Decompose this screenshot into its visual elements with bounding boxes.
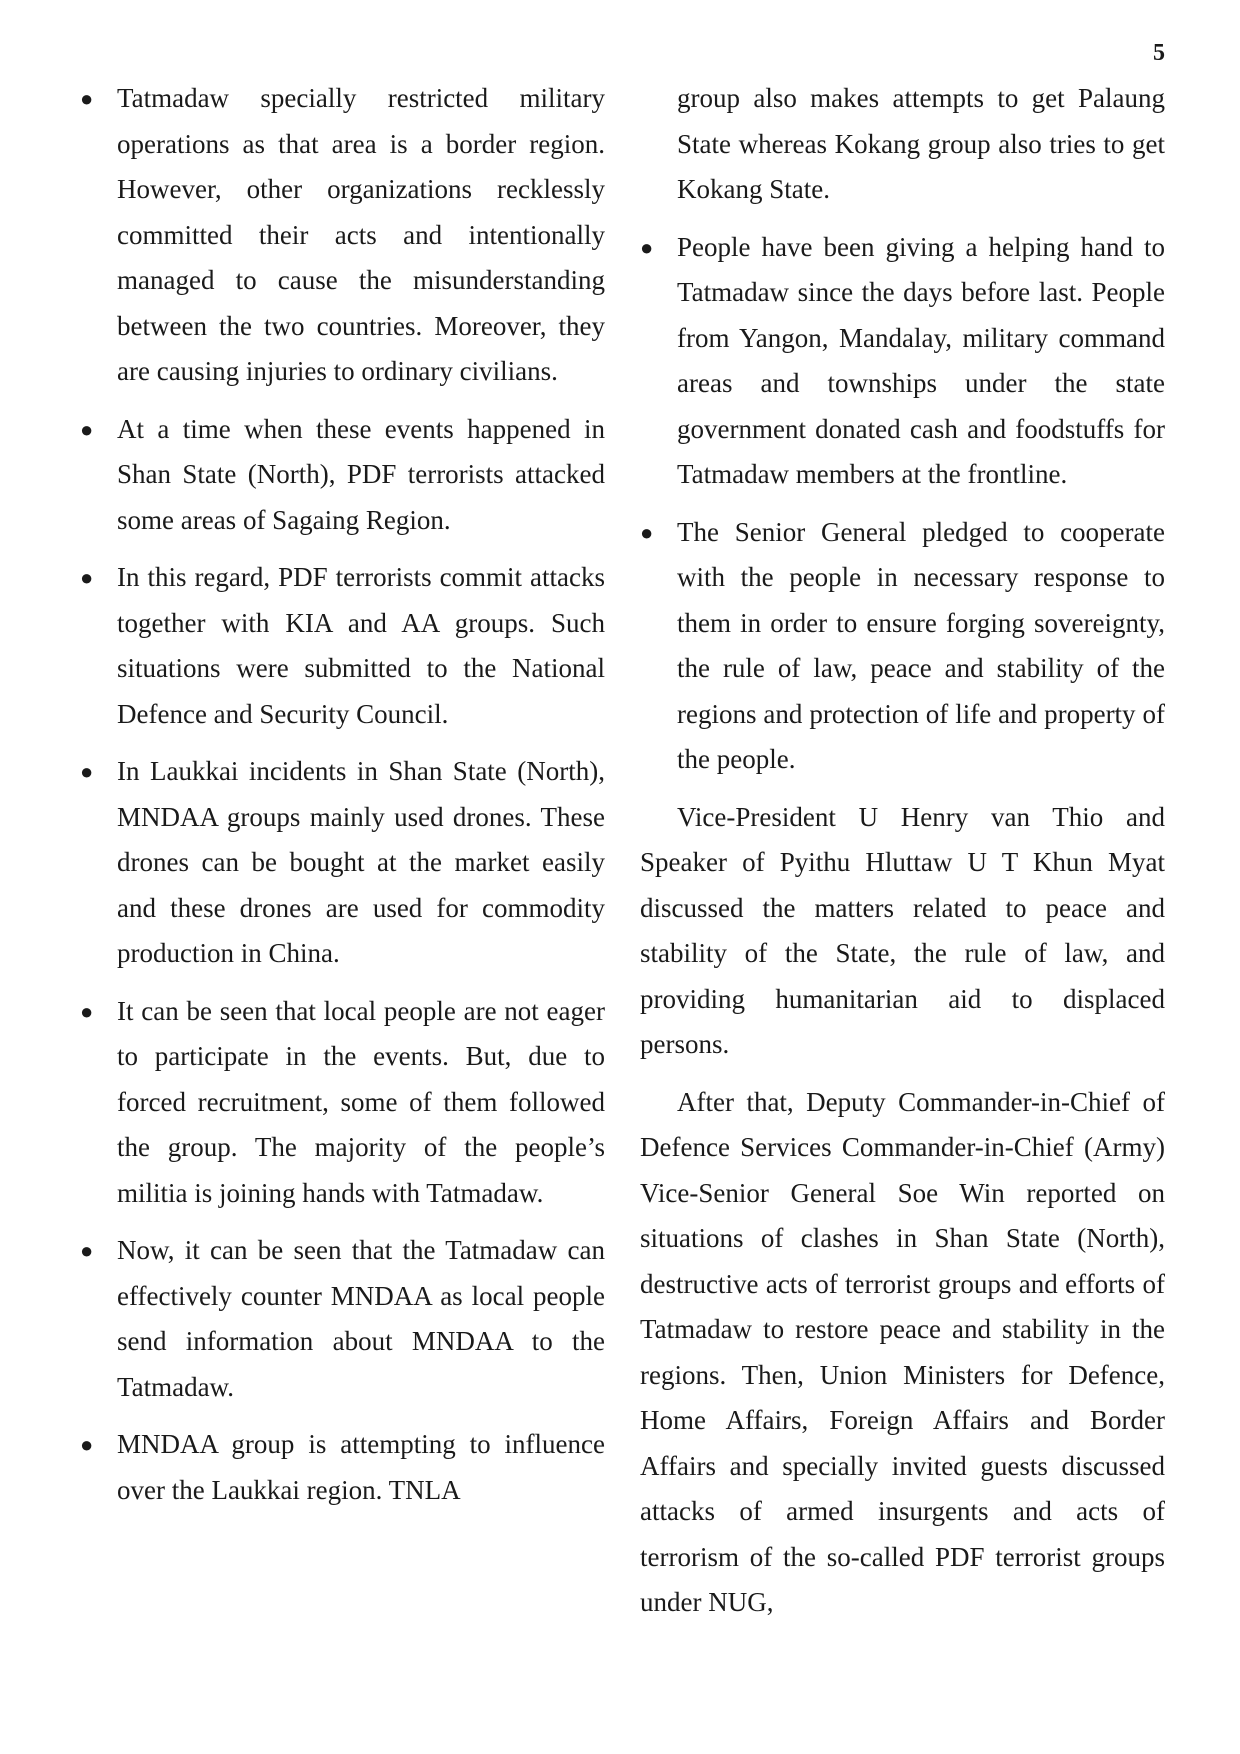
bullet-item <box>80 989 605 1217</box>
bullet-item <box>640 225 1165 498</box>
bullet-item <box>80 76 605 395</box>
bullet-dot-icon: ● <box>80 86 94 111</box>
bullet-text: MNDAA group is attempting to influence over the Laukkai region. TNLA <box>117 1429 605 1505</box>
bullet-dot-icon: ● <box>80 998 94 1024</box>
bullet-dot-icon: ● <box>80 1432 94 1457</box>
bullet-item <box>80 1228 605 1410</box>
page-number: 5 <box>1153 40 1165 66</box>
bullet-dot-icon: ● <box>80 416 94 442</box>
body-paragraph: After that, Deputy Commander-in-Chief of Defence Services Commander-in-Chief (Army) Vice-Senior General Soe Win reported on situations of clashes in Shan State (North), destructive acts of terrorist groups and efforts of Tatmadaw to restore peace and stability in the regions. Then, Union Ministers for Defence, Home Affairs, Foreign Affairs and Border Affairs and specially invited guests discussed attacks of armed insurgents and acts of terrorism of the so-called PDF terrorist groups under NUG, <box>640 1086 1165 1617</box>
bullet-item <box>640 510 1165 783</box>
bullet-dot-icon: ● <box>80 565 94 590</box>
bullet-item <box>80 555 605 737</box>
left-bullet-list <box>80 76 605 1513</box>
bullet-dot-icon: ● <box>80 759 94 784</box>
right-bullet-list <box>640 225 1165 783</box>
left-column <box>80 76 605 1525</box>
bullet-item <box>80 407 605 544</box>
bullet-text: In Laukkai incidents in Shan State (North), MNDAA groups mainly used drones. These drones can be bought at the market easily and these drones are used for commodity production in China. <box>117 756 605 968</box>
right-column <box>640 76 1165 1638</box>
bullet-dot-icon: ● <box>80 1238 94 1263</box>
bullet-dot-icon: ● <box>640 234 654 260</box>
bullet-text: The Senior General pledged to cooperate with the people in necessary response to them in order to ensure forging sovereignty, the rule of law, peace and stability of the regions and protection of life and property of the people. <box>677 516 1165 774</box>
body-paragraph: Vice-President U Henry van Thio and Speaker of Pyithu Hluttaw U T Khun Myat discussed the matters related to peace and stability of the State, the rule of law, and providing humanitarian aid to displaced persons. <box>640 801 1165 1059</box>
bullet-text: It can be seen that local people are not eager to participate in the events. But, due to forced recruitment, some of them followed the group. The majority of the people’s militia is joining hands with Tatmadaw. <box>117 995 605 1208</box>
bullet-continuation-text: group also makes attempts to get Palaung State whereas Kokang group also tries to get Kokang State. <box>677 83 1165 204</box>
bullet-text: Tatmadaw specially restricted military operations as that area is a border region. However, other organizations recklessly committed their acts and intentionally managed to cause the misunderstanding between the two countries. Moreover, they are causing injuries to ordinary civilians. <box>117 83 605 386</box>
bullet-dot-icon: ● <box>640 519 654 545</box>
bullet-text: Now, it can be seen that the Tatmadaw can effectively counter MNDAA as local people send information about MNDAA to the Tatmadaw. <box>117 1235 605 1402</box>
bullet-item <box>80 749 605 977</box>
bullet-text: In this regard, PDF terrorists commit attacks together with KIA and AA groups. Such situations were submitted to the National Defence and Security Council. <box>117 562 605 729</box>
bullet-text: People have been giving a helping hand to Tatmadaw since the days before last. People from Yangon, Mandalay, military command areas and townships under the state government donated cash and foodstuffs for Tatmadaw members at the frontline. <box>677 231 1165 489</box>
bullet-item <box>80 1422 605 1513</box>
bullet-text: At a time when these events happened in Shan State (North), PDF terrorists attacked some areas of Sagaing Region. <box>117 413 605 535</box>
